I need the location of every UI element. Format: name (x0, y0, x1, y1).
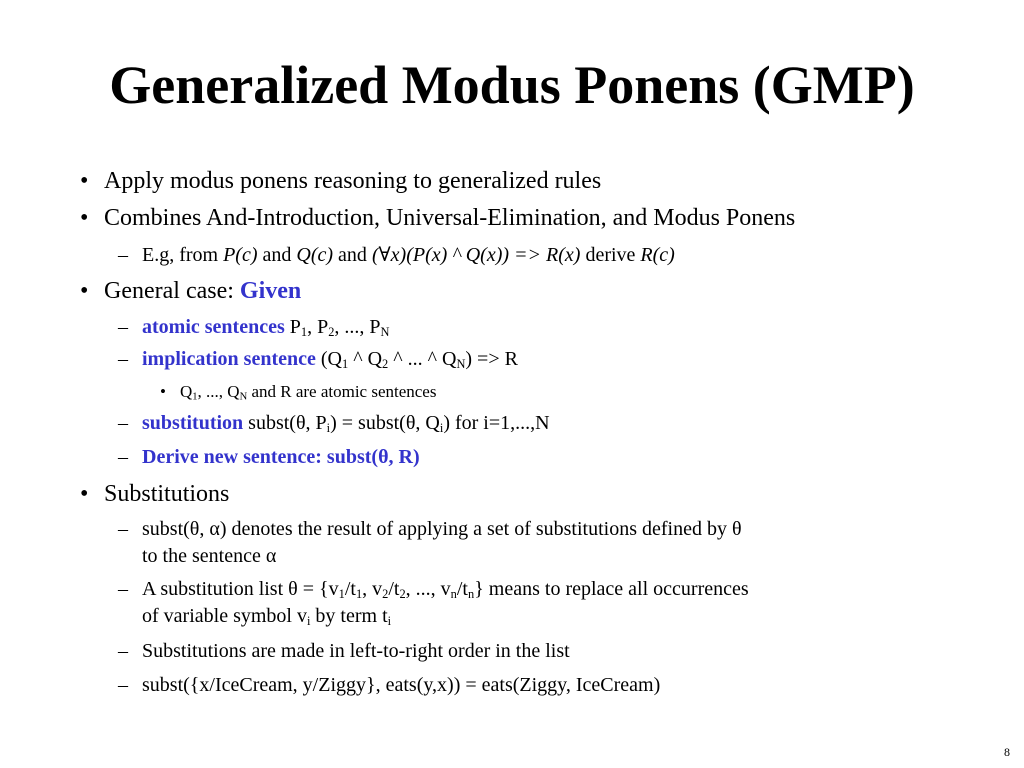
dash-marker: – (118, 674, 128, 696)
subsubbullet-atomic-note (180, 382, 436, 402)
text: of variable symbol v (142, 605, 307, 627)
text: P (284, 316, 301, 338)
bullet-apply-modus-ponens: Apply modus ponens reasoning to generalized rules (104, 168, 602, 194)
text: ) for i=1,...,N (443, 412, 550, 434)
subbullet-substitution-list-line2 (142, 605, 391, 628)
text: A substitution list θ = {v (142, 578, 339, 600)
subbullet-order: Substitutions are made in left-to-right order in the list (142, 640, 570, 662)
formula: R(c) (640, 244, 675, 266)
text: /t (388, 578, 400, 600)
subscript: 1 (341, 357, 349, 372)
text: /t (456, 578, 468, 600)
subbullet-derive-new-sentence: Derive new sentence: subst(θ, R) (142, 446, 420, 468)
subscript: i (326, 421, 331, 436)
text: Q (180, 382, 193, 401)
text: , P (307, 316, 329, 338)
subscript: N (380, 325, 390, 340)
text: , ..., Q (197, 382, 240, 401)
subscript: 1 (300, 325, 308, 340)
dash-marker: – (118, 640, 128, 662)
page-number: 8 (1004, 745, 1010, 759)
text: ^ ... ^ Q (388, 348, 457, 370)
subscript: N (456, 357, 466, 372)
text: E.g, from (142, 244, 224, 266)
subbullet-implication-sentence (142, 348, 518, 371)
subbullet-atomic-sentences (142, 316, 389, 339)
bullet-marker: • (160, 382, 166, 401)
text: subst(θ, P (243, 412, 327, 434)
bullet-marker: • (80, 205, 89, 231)
dash-marker: – (118, 446, 128, 468)
text: ) = subst(θ, Q (330, 412, 440, 434)
text: and (257, 244, 297, 266)
subbullet-subst-example: subst({x/IceCream, y/Ziggy}, eats(y,x)) = eats(Ziggy, IceCream) (142, 674, 661, 696)
formula: P(c) (223, 244, 258, 266)
bullet-marker: • (80, 168, 89, 194)
keyword-atomic-sentences: atomic sentences (142, 316, 285, 338)
bullet-substitutions: Substitutions (104, 481, 230, 507)
subbullet-subst-definition-line1: subst(θ, α) denotes the result of applying a set of substitutions defined by θ (142, 518, 742, 540)
bullet-general-case (104, 278, 301, 306)
dash-marker: – (118, 244, 128, 266)
subscript: i (439, 421, 444, 436)
text: (Q (315, 348, 342, 370)
subbullet-subst-definition-line2: to the sentence α (142, 545, 277, 567)
subscript: i (306, 614, 311, 629)
subscript: 2 (328, 325, 335, 340)
bullet-combines: Combines And-Introduction, Universal-Elimination, and Modus Ponens (104, 205, 796, 231)
text: and R are atomic sentences (247, 382, 437, 401)
formula: Q(c) (296, 244, 334, 266)
subscript: i (387, 614, 392, 629)
text: and (333, 244, 372, 266)
text: } means to replace all occurrences (474, 578, 749, 600)
bullet-marker: • (80, 278, 89, 304)
subscript: N (239, 391, 248, 403)
subscript: 2 (382, 357, 389, 372)
subbullet-substitution-list-line1 (142, 578, 749, 601)
subscript: 2 (382, 587, 389, 602)
text: ^ Q (348, 348, 383, 370)
formula: (∀x)(P(x) ^ Q(x)) => R(x) (371, 244, 581, 266)
keyword-implication-sentence: implication sentence (142, 348, 316, 370)
slide-title: Generalized Modus Ponens (GMP) (109, 55, 915, 115)
text: derive (580, 244, 641, 266)
subscript: 1 (192, 391, 198, 403)
subscript: 2 (399, 587, 406, 602)
text: by term t (310, 605, 388, 627)
dash-marker: – (118, 412, 128, 434)
text: /t (344, 578, 356, 600)
text: ) => R (465, 348, 518, 370)
text: , v (362, 578, 383, 600)
subscript: n (450, 587, 457, 602)
subbullet-example (142, 244, 675, 267)
keyword-given: Given (239, 278, 302, 304)
subbullet-substitution (142, 412, 550, 435)
dash-marker: – (118, 348, 128, 370)
subscript: 1 (355, 587, 363, 602)
bullet-marker: • (80, 481, 89, 507)
dash-marker: – (118, 578, 128, 600)
subscript: n (468, 587, 475, 602)
keyword-substitution: substitution (142, 412, 244, 434)
subscript: 1 (338, 587, 345, 602)
dash-marker: – (118, 316, 128, 338)
text: General case: (104, 278, 240, 304)
dash-marker: – (118, 518, 128, 540)
text: , ..., v (405, 578, 451, 600)
text: , ..., P (334, 316, 381, 338)
